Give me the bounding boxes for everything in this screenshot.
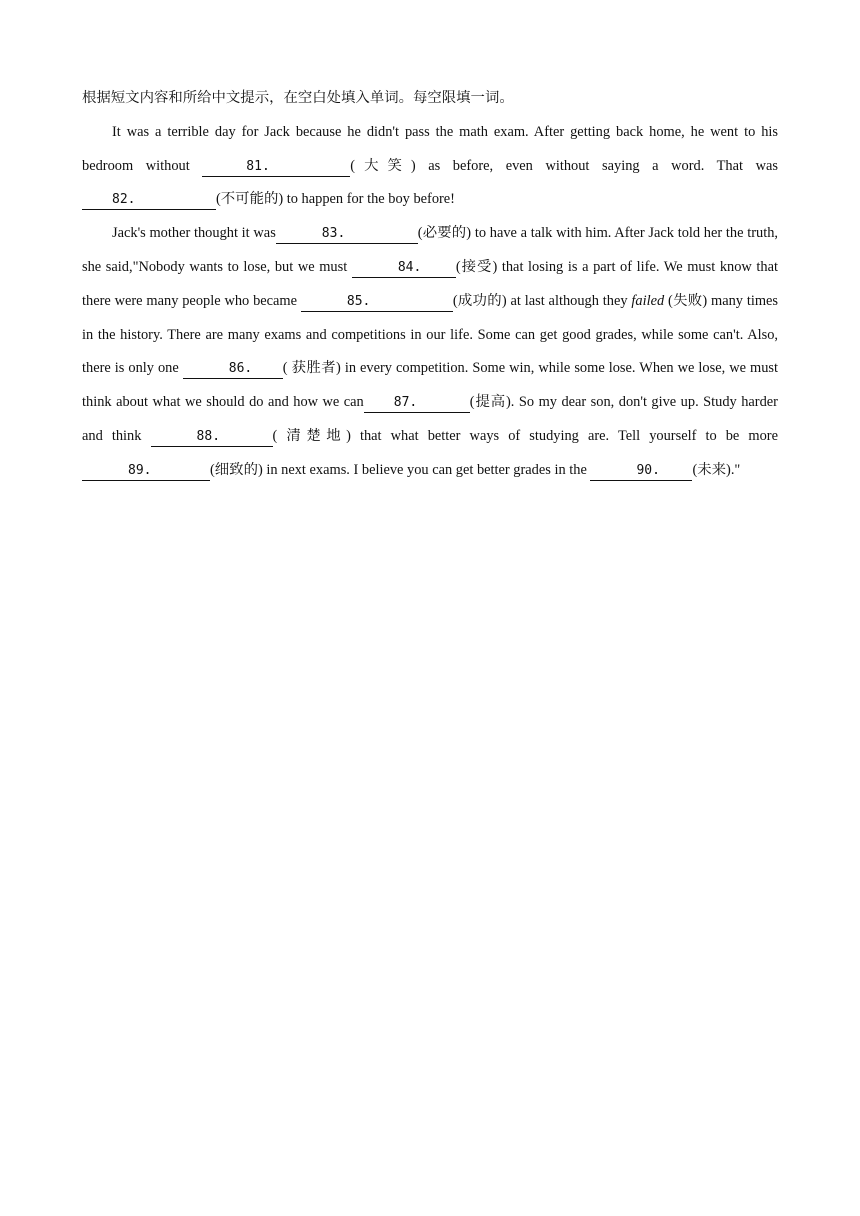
instruction-text: 根据短文内容和所给中文提示，在空白处填入单词。每空限填一词。 xyxy=(82,90,514,106)
blank-81[interactable]: 81. xyxy=(202,158,350,177)
paragraph-text: that losing is a part of life. We must know that there were many people who became xyxy=(82,258,778,309)
paragraph-text: that what better ways of studying are. Tell yourself to be more xyxy=(350,427,778,444)
paragraph-text: at last although they xyxy=(506,292,632,309)
paragraph-1 xyxy=(82,116,778,217)
paragraph-text: It was a terrible day for Jack because he didn't pass the math exam. After getting back home, he went to his bedroom without xyxy=(82,123,778,174)
hint-90: (未来) xyxy=(692,461,731,478)
hint-88: ( 清楚地) xyxy=(272,427,351,444)
blank-88[interactable]: 88. xyxy=(151,428,273,447)
paragraph-text: Jack's mother thought it was xyxy=(112,225,276,242)
blank-90[interactable]: 90. xyxy=(590,462,692,481)
blank-82[interactable]: 82. xyxy=(82,191,216,210)
hint-84: (接受) xyxy=(455,258,498,275)
blank-86[interactable]: 86. xyxy=(183,360,283,379)
blank-89[interactable]: 89. xyxy=(82,462,210,481)
hint-86: ( 获胜者) xyxy=(282,360,341,377)
paragraph-text: (失败) many times in the history. There are many exams and competitions in our life. Some can get good grades, while some can't. Also, there is only one xyxy=(82,292,779,377)
hint-85: (成功的) xyxy=(452,292,507,309)
paragraph-2 xyxy=(82,217,778,487)
paragraph-text: to have a talk with him. After Jack told her the truth, she said,"Nobody wants to lose, but we must xyxy=(82,225,779,275)
blank-85[interactable]: 85. xyxy=(301,293,453,312)
paragraph-text: . So my dear son, don't give up. Study harder and think xyxy=(82,394,778,444)
hint-83: (必要的) xyxy=(417,225,472,242)
hint-82: (不可能的) xyxy=(216,191,284,208)
hint-89: (细致的) xyxy=(210,461,263,478)
blank-87[interactable]: 87. xyxy=(364,394,470,413)
paragraph-text: to happen for the boy before! xyxy=(283,191,455,208)
paragraph-text: in next exams. I believe you can get better grades in the xyxy=(262,461,591,478)
blank-84[interactable]: 84. xyxy=(352,259,456,278)
hint-87: (提高) xyxy=(469,394,511,411)
paragraph-text: in every competition. Some win, while some lose. When we lose, we must think about what we should do and how we can xyxy=(82,360,778,411)
failed-word: failed xyxy=(631,292,665,309)
paragraph-text: ." xyxy=(730,461,741,478)
hint-81: (大笑) xyxy=(350,157,416,174)
worksheet-page xyxy=(82,82,778,488)
blank-83[interactable]: 83. xyxy=(276,225,418,244)
paragraph-text: as before, even without saying a word. That was xyxy=(415,157,778,174)
